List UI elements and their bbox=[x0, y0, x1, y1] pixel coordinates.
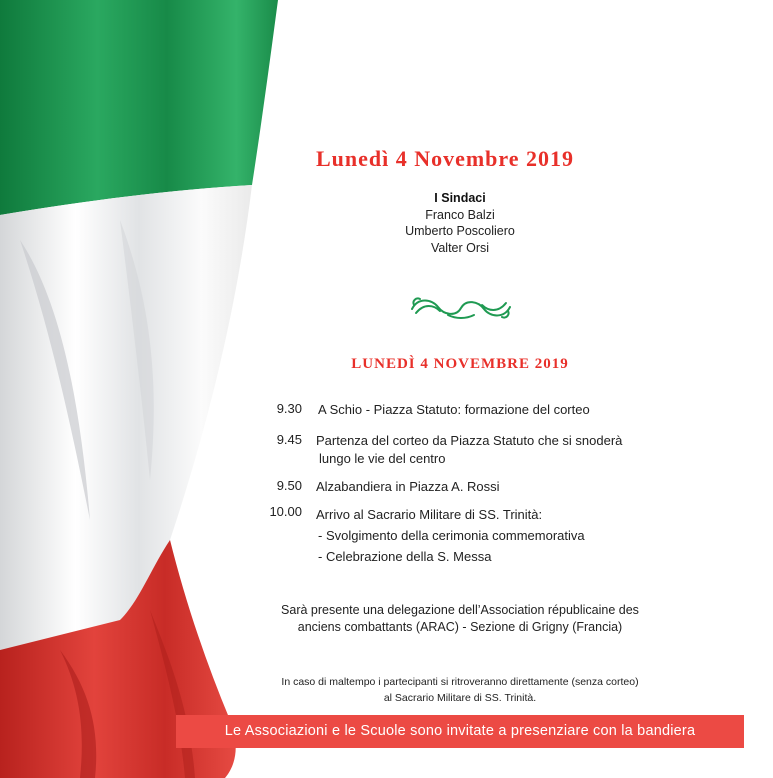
page-title: Lunedì 4 Novembre 2019 bbox=[315, 146, 575, 171]
delegation-line: anciens combattants (ARAC) - Sezione di Grigny (Francia) bbox=[297, 620, 623, 634]
weather-line: In caso di maltempo i partecipanti si ritroveranno direttamente (senza corteo) bbox=[281, 676, 639, 688]
schedule-time: 10.00 bbox=[269, 504, 302, 519]
weather-line: al Sacrario Militare di SS. Trinità. bbox=[383, 692, 537, 704]
schedule-time: 9.45 bbox=[276, 432, 302, 447]
schedule-text: Partenza del corteo da Piazza Statuto che si snoderà bbox=[316, 433, 623, 448]
weather-note bbox=[240, 674, 680, 706]
schedule-time: 9.30 bbox=[276, 401, 302, 416]
schedule-text: A Schio - Piazza Statuto: formazione del corteo bbox=[318, 402, 590, 417]
scroll-ornament-icon bbox=[408, 293, 514, 323]
italian-flag-illustration bbox=[0, 0, 300, 778]
mayors-block bbox=[340, 190, 580, 256]
mayor-name: Valter Orsi bbox=[430, 240, 490, 255]
schedule-subitem: - Celebrazione della S. Messa bbox=[318, 549, 492, 564]
schedule-subitem: - Svolgimento della cerimonia commemorativa bbox=[318, 528, 585, 543]
program-title: LUNEDÌ 4 NOVEMBRE 2019 bbox=[351, 356, 569, 372]
delegation-line: Sarà presente una delegazione dell’Association républicaine des bbox=[281, 603, 639, 617]
schedule-text: Arrivo al Sacrario Militare di SS. Trinità: bbox=[316, 507, 543, 522]
invitation-banner: Le Associazioni e le Scuole sono invitate a presenziare con la bandiera bbox=[176, 715, 744, 748]
mayor-name: Franco Balzi bbox=[425, 207, 495, 222]
schedule-time: 9.50 bbox=[276, 478, 302, 493]
delegation-note bbox=[240, 602, 680, 636]
mayors-heading: I Sindaci bbox=[434, 191, 486, 205]
mayor-name: Umberto Poscoliero bbox=[405, 224, 515, 238]
schedule-text: Alzabandiera in Piazza A. Rossi bbox=[316, 479, 500, 494]
schedule-text: lungo le vie del centro bbox=[319, 451, 446, 466]
